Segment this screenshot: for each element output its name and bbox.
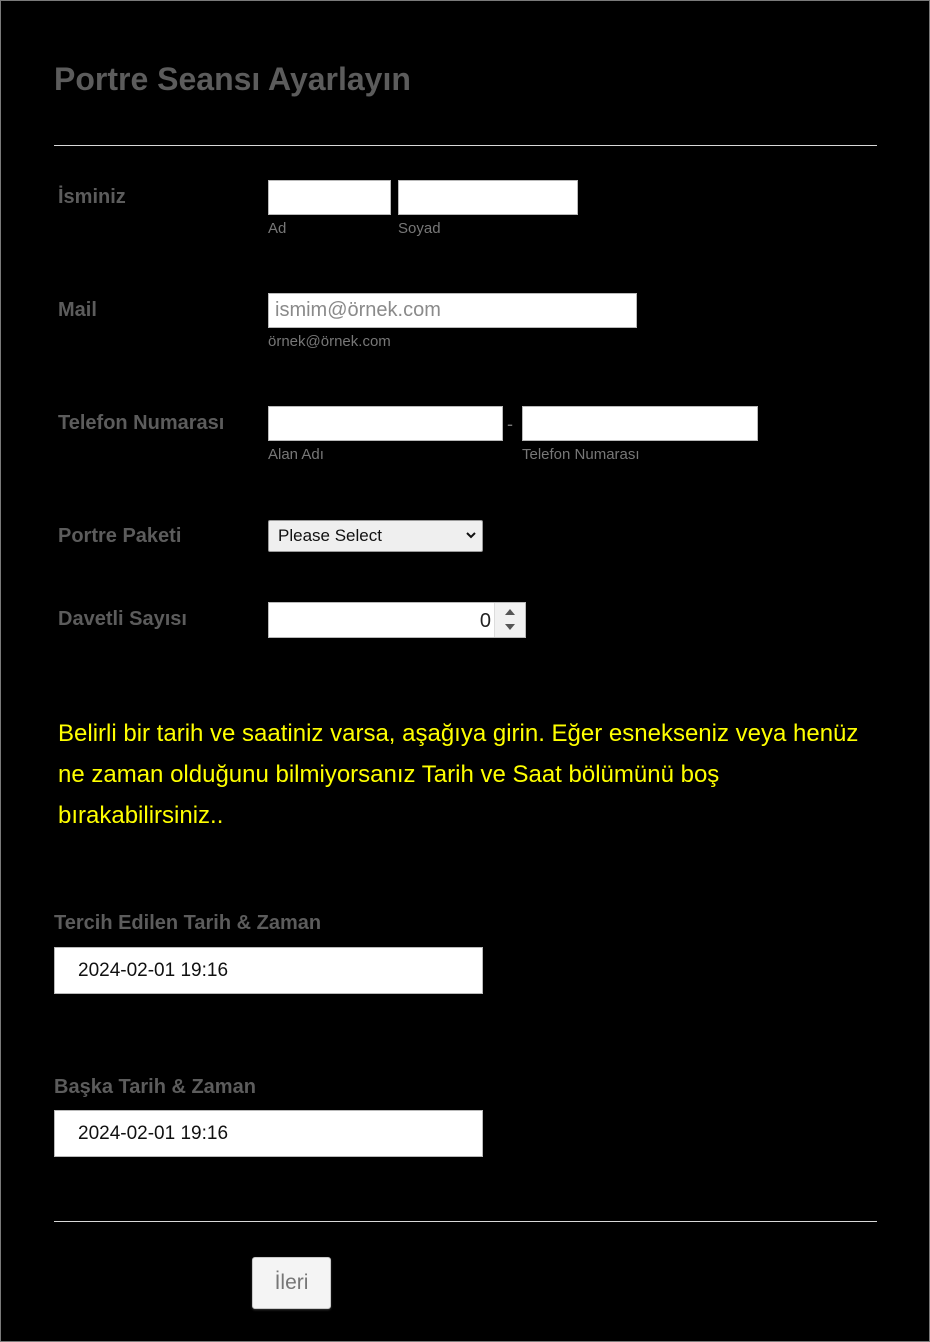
preferred-datetime-label: Tercih Edilen Tarih & Zaman — [54, 912, 322, 934]
datetime-notice: Belirli bir tarih ve saatiniz varsa, aşağıya girin. Eğer esnekseniz veya henüz ne zaman olduğunu bilmiyorsanız Tarih ve Saat bölümünü boş bırakabilirsiniz.. — [58, 720, 859, 829]
last-name-input[interactable] — [398, 180, 578, 215]
phone-label: Telefon Numarası — [58, 412, 225, 434]
area-code-sublabel: Alan Adı — [268, 446, 324, 463]
guests-label: Davetli Sayısı — [58, 608, 187, 630]
phone-number-sublabel: Telefon Numarası — [522, 446, 640, 463]
phone-number-input[interactable] — [522, 406, 758, 441]
spin-up-icon[interactable] — [504, 608, 516, 616]
spin-down-icon[interactable] — [504, 623, 516, 631]
email-field[interactable] — [268, 293, 637, 328]
package-label: Portre Paketi — [58, 525, 182, 547]
phone-separator: - — [507, 414, 513, 434]
preferred-datetime-input[interactable]: 2024-02-01 19:16 — [54, 947, 483, 994]
chevron-down-icon — [466, 530, 476, 540]
stepper-buttons — [494, 603, 525, 637]
first-name-sublabel: Ad — [268, 220, 287, 237]
guests-stepper[interactable] — [268, 602, 526, 638]
form-title: Portre Seansı Ayarlayın — [54, 61, 411, 97]
footer-divider — [54, 1221, 877, 1222]
first-name-input[interactable] — [268, 180, 391, 215]
last-name-sublabel: Soyad — [398, 220, 441, 237]
package-select[interactable] — [268, 520, 483, 552]
email-sublabel: örnek@örnek.com — [268, 333, 391, 350]
mail-label: Mail — [58, 299, 97, 321]
name-label: İsminiz — [58, 186, 126, 208]
guests-value: 0 — [479, 610, 491, 632]
package-select-value: Please Select — [278, 526, 382, 545]
other-datetime-input[interactable]: 2024-02-01 19:16 — [54, 1110, 483, 1157]
area-code-input[interactable] — [268, 406, 503, 441]
title-divider — [54, 145, 877, 146]
other-datetime-label: Başka Tarih & Zaman — [54, 1076, 256, 1098]
next-button[interactable]: İleri — [252, 1257, 331, 1309]
